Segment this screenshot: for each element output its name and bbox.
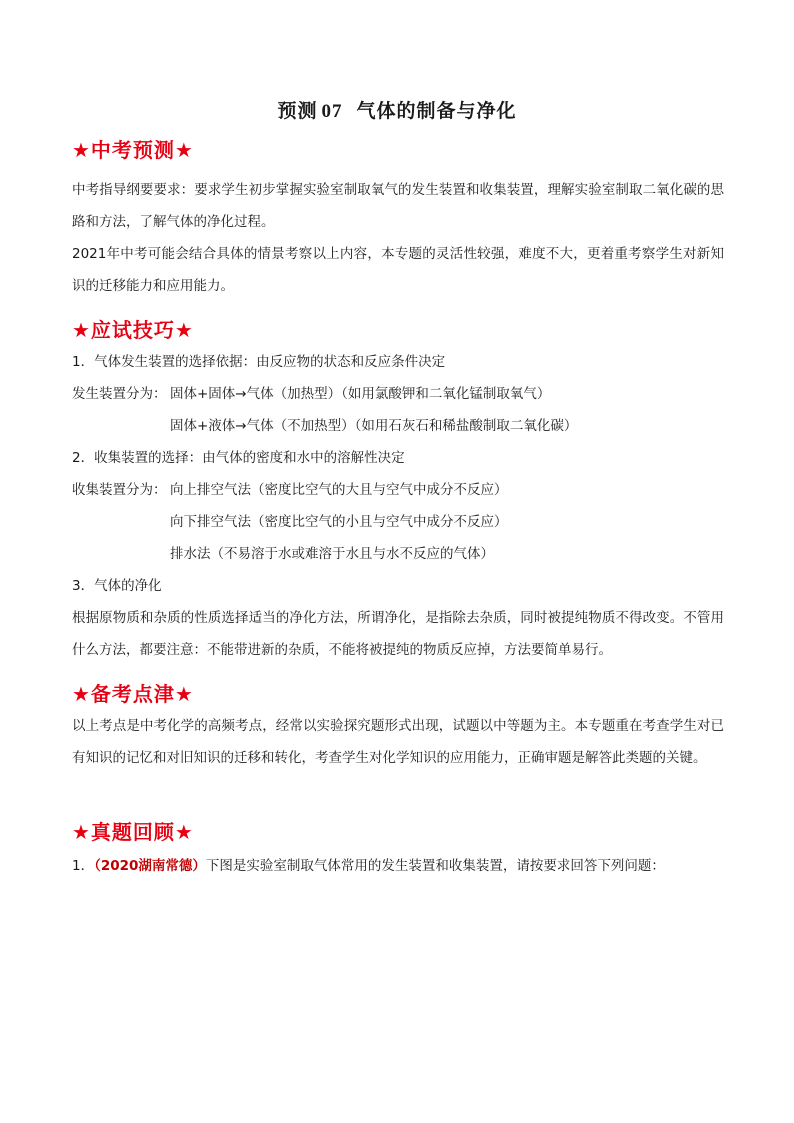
section-heading-past-questions: ★真题回顾★ — [72, 820, 194, 844]
skill-item-3: 3．气体的净化 — [72, 578, 162, 594]
page-title — [0, 96, 794, 123]
question-1 — [72, 856, 665, 876]
collector-type-a: 向上排空气法（密度比空气的大且与空气中成分不反应） — [170, 482, 508, 498]
skill-item-2: 2．收集装置的选择：由气体的密度和水中的溶解性决定 — [72, 450, 405, 466]
skill-item-1: 1．气体发生装置的选择依据：由反应物的状态和反应条件决定 — [72, 354, 446, 370]
purification-paragraph: 根据原物质和杂质的性质选择适当的净化方法，所谓净化，是指除去杂质，同时被提纯物质不得改变。不管用什么方法，都要注意：不能带进新的杂质，不能将被提纯的物质反应掉，方法要简单易行。 — [72, 610, 724, 658]
question-number: 1． — [72, 858, 95, 874]
section-heading-exam-tips: ★备考点津★ — [72, 682, 194, 706]
collector-type-c: 排水法（不易溶于水或难溶于水且与水不反应的气体） — [170, 546, 494, 562]
forecast-paragraph-2: 2021年中考可能会结合具体的情景考察以上内容，本专题的灵活性较强，难度不大，更着重考察学生对新知识的迁移能力和应用能力。 — [72, 246, 724, 294]
question-source-tag: （2020湖南常德） — [94, 858, 206, 874]
collector-type-b: 向下排空气法（密度比空气的小且与空气中成分不反应） — [170, 514, 508, 530]
generator-type-a: 固体+固体→气体（加热型）（如用氯酸钾和二氧化锰制取氧气） — [170, 386, 551, 402]
collector-label: 收集装置分为： — [72, 482, 167, 498]
title-number: 07 — [321, 101, 343, 122]
section-heading-exam-forecast: ★中考预测★ — [72, 138, 194, 162]
title-text: 气体的制备与净化 — [356, 100, 517, 122]
question-text: 下图是实验室制取气体常用的发生装置和收集装置，请按要求回答下列问题： — [205, 858, 665, 874]
generator-type-b: 固体+液体→气体（不加热型）（如用石灰石和稀盐酸制取二氧化碳） — [170, 418, 578, 434]
section-heading-exam-skills: ★应试技巧★ — [72, 318, 194, 342]
tips-paragraph: 以上考点是中考化学的高频考点，经常以实验探究题形式出现，试题以中等题为主。本专题重在考查学生对已有知识的记忆和对旧知识的迁移和转化，考查学生对化学知识的应用能力，正确审题是解答此类题的关键。 — [72, 718, 724, 766]
forecast-paragraph-1: 中考指导纲要要求：要求学生初步掌握实验室制取氧气的发生装置和收集装置，理解实验室制取二氧化碳的思路和方法，了解气体的净化过程。 — [72, 182, 724, 230]
generator-label: 发生装置分为： — [72, 386, 167, 402]
title-prefix: 预测 — [277, 100, 318, 122]
